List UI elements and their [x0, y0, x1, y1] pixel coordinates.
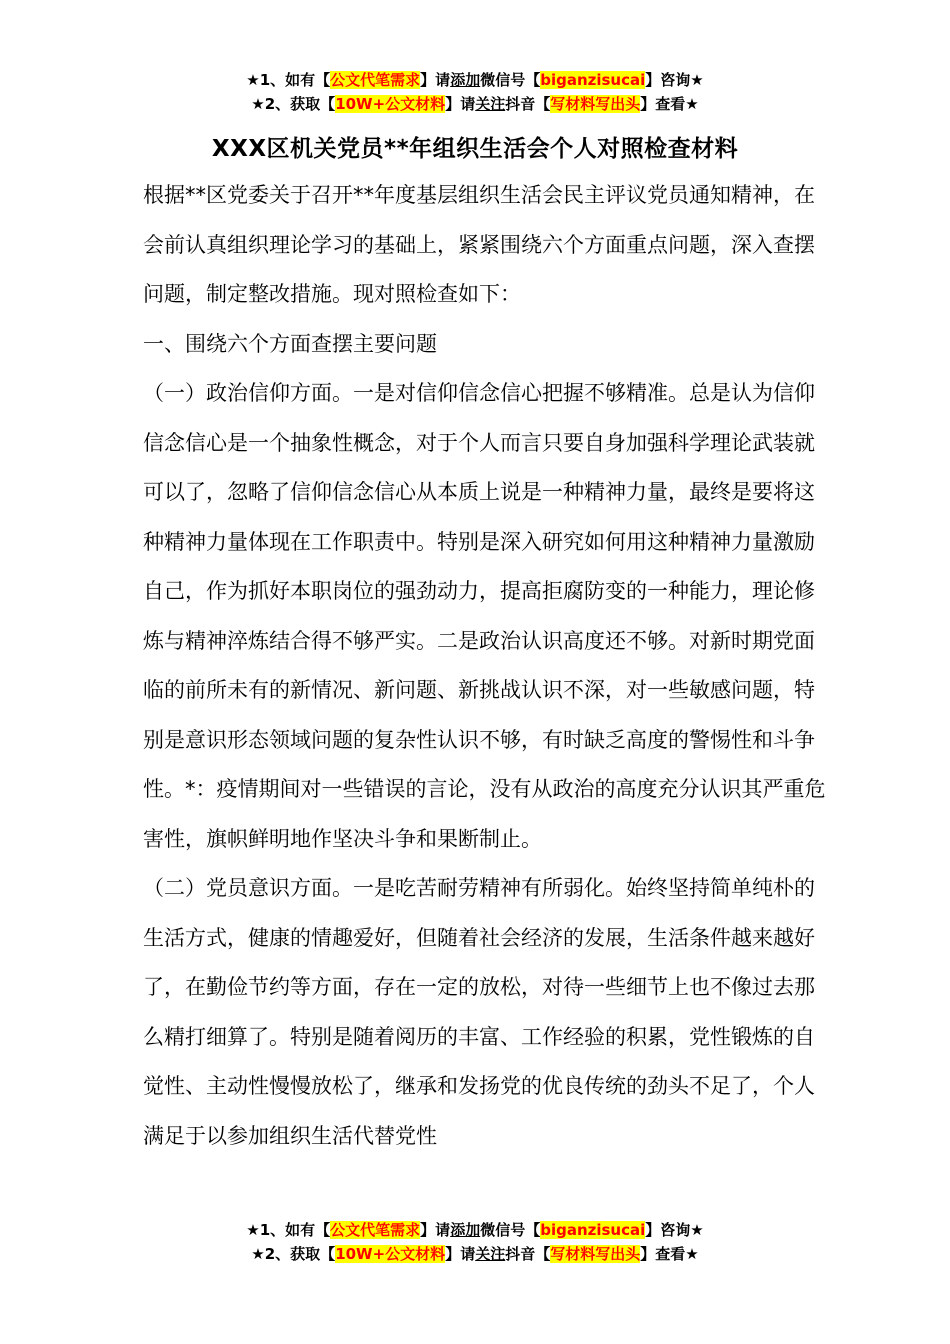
paragraph-party-awareness: （二）党员意识方面。一是吃苦耐劳精神有所弱化。始终坚持简单纯朴的生活方式，健康的情趣爱好，但随着社会经济的发展，生活条件越来越好了，在勤俭节约等方面，存在一定的放松，对待一些细节上也不像过去那么精打细算了。特别是随着阅历的丰富、工作经验的积累，党性锻炼的自觉性、主动性慢慢放松了，继承和发扬党的优良传统的劲头不足了，个人满足于以参加组织生活代替党性: [143, 876, 815, 1148]
highlight-wechat-id: biganzisucai: [540, 71, 646, 89]
highlight-materials: 10W+公文材料: [335, 95, 446, 113]
paragraph-political-belief: （一）政治信仰方面。一是对信仰信念信心把握不够精准。总是认为信仰信念信心是一个抽象性概念，对于个人而言只要自身加强科学理论武装就可以了，忽略了信仰信念信心从本质上说是一种精神力量，最终是要将这种精神力量体现在工作职责中。特别是深入研究如何用这种精神力量激励自己，作为抓好本职岗位的强劲动力，提高拒腐防变的一种能力，理论修炼与精神淬炼结合得不够严实。二是政治认识高度还不够。对新时期党面临的前所未有的新情况、新问题、新挑战认识不深，对一些敏感问题，特别是意识形态领域问题的复杂性认识不够，有时缺乏高度的警惕性和斗争性。*：疫情期间对一些错误的言论，没有从政治的高度充分认识其严重危害性，旗帜鲜明地作坚决斗争和果断制止。: [143, 381, 826, 851]
document-body: [143, 171, 833, 1161]
banner-line-1: ★1、如有【公文代笔需求】请添加微信号【biganzisucai】咨询★: [246, 71, 704, 89]
highlight-douyin: 写材料写出头: [550, 95, 641, 113]
paragraph-intro: 根据**区党委关于召开**年度基层组织生活会民主评议党员通知精神，在会前认真组织理论学习的基础上，紧紧围绕六个方面重点问题，深入查摆问题，制定整改措施。现对照检查如下：: [143, 183, 815, 306]
footer-highlight-materials: 10W+公文材料: [335, 1245, 446, 1263]
footer-highlight-service: 公文代笔需求: [330, 1221, 421, 1239]
banner-line-2: ★2、获取【10W+公文材料】请关注抖音【写材料写出头】查看★: [251, 95, 699, 113]
section-heading: 一、围绕六个方面查摆主要问题: [143, 331, 437, 356]
footer-banner-line-1: ★1、如有【公文代笔需求】请添加微信号【biganzisucai】咨询★: [246, 1221, 704, 1239]
header-banner: [0, 68, 950, 116]
footer-highlight-douyin: 写材料写出头: [550, 1245, 641, 1263]
footer-banner-line-2: ★2、获取【10W+公文材料】请关注抖音【写材料写出头】查看★: [251, 1245, 699, 1263]
footer-banner: [0, 1218, 950, 1266]
footer-highlight-wechat-id: biganzisucai: [540, 1221, 646, 1239]
highlight-service: 公文代笔需求: [330, 71, 421, 89]
document-title: XXX区机关党员**年组织生活会个人对照检查材料: [211, 136, 739, 162]
